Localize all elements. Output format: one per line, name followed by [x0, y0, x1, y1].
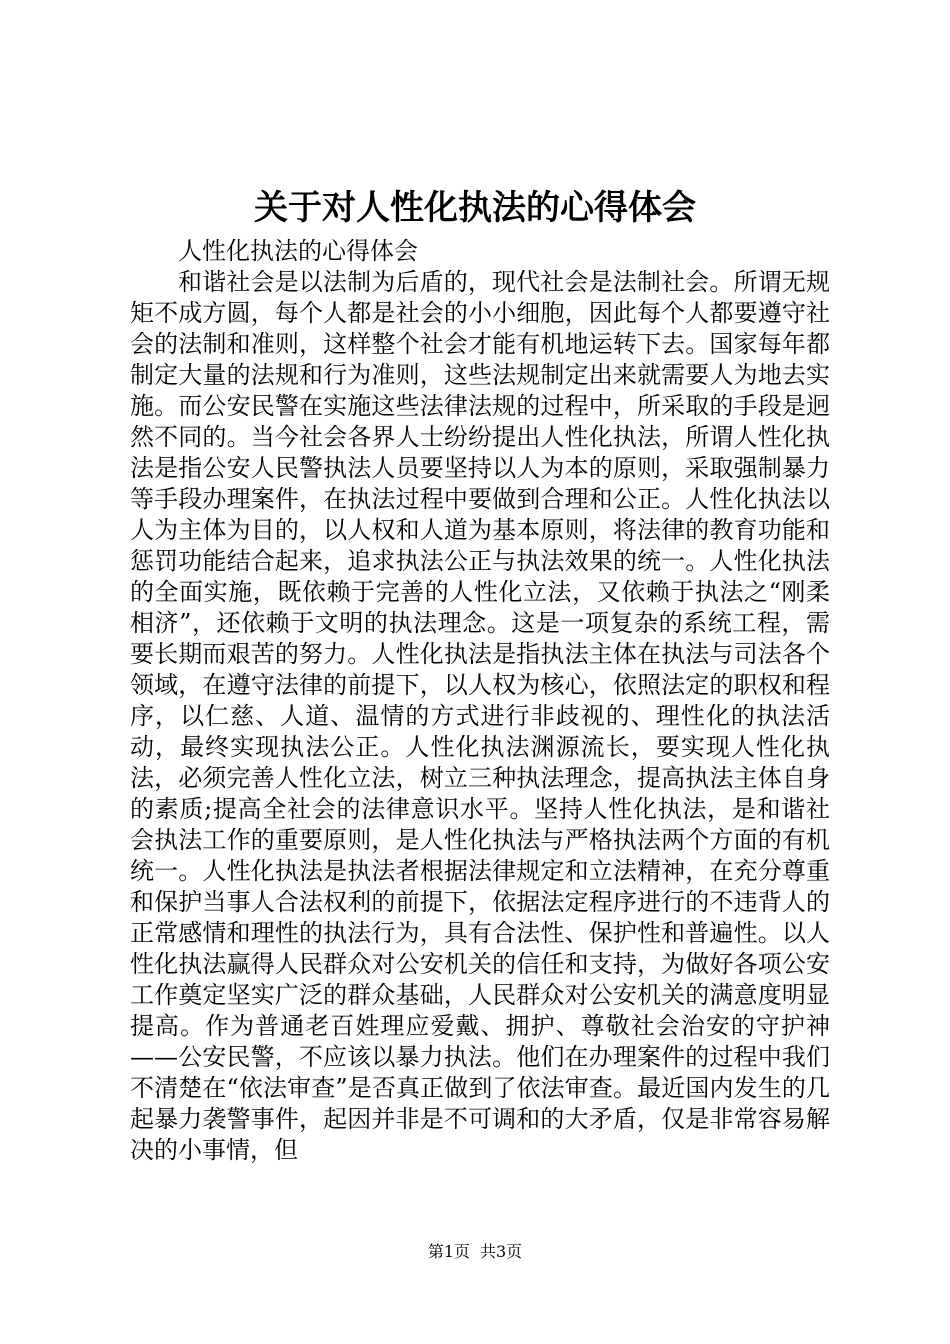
document-body — [130, 236, 830, 1166]
document-title: 关于对人性化执法的心得体会 — [254, 188, 696, 228]
document-paragraph: 和谐社会是以法制为后盾的，现代社会是法制社会。所谓无规矩不成方圆，每个人都是社会的小小细胞，因此每个人都要遵守社会的法制和准则，这样整个社会才能有机地运转下去。国家每年都制定大量的法规和行为准则，这些法规制定出来就需要人为地去实施。而公安民警在实施这些法律法规的过程中，所采取的手段是迥然不同的。当今社会各界人士纷纷提出人性化执法，所谓人性化执法是指公安人民警执法人员要坚持以人为本的原则，采取强制暴力等手段办理案件，在执法过程中要做到合理和公正。人性化执法以人为主体为目的，以人权和人道为基本原则，将法律的教育功能和惩罚功能结合起来，追求执法公正与执法效果的统一。人性化执法的全面实施，既依赖于完善的人性化立法，又依赖于执法之“刚柔相济”，还依赖于文明的执法理念。这是一项复杂的系统工程，需要长期而艰苦的努力。人性化执法是指执法主体在执法与司法各个领域，在遵守法律的前提下，以人权为核心，依照法定的职权和程序，以仁慈、人道、温情的方式进行非歧视的、理性化的执法活动，最终实现执法公正。人性化执法渊源流长，要实现人性化执法，必须完善人性化立法，树立三种执法理念，提高执法主体自身的素质;提高全社会的法律意识水平。坚持人性化执法，是和谐社会执法工作的重要原则，是人性化执法与严格执法两个方面的有机统一。人性化执法是执法者根据法律规定和立法精神，在充分尊重和保护当事人合法权利的前提下，依据法定程序进行的不违背人的正常感情和理性的执法行为，具有合法性、保护性和普遍性。以人性化执法赢得人民群众对公安机关的信任和支持，为做好各项公安工作奠定坚实广泛的群众基础，人民群众对公安机关的满意度明显提高。作为普通老百姓理应爱戴、拥护、尊敬社会治安的守护神——公安民警，不应该以暴力执法。他们在办理案件的过程中我们不清楚在“依法审查”是否真正做到了依法审查。最近国内发生的几起暴力袭警事件，起因并非是不可调和的大矛盾，仅是非常容易解决的小事情，但 — [130, 268, 830, 1164]
page-number-total: 共3页 — [480, 1242, 523, 1261]
page-number-current: 第1页 — [427, 1242, 470, 1261]
page-footer — [0, 1241, 950, 1263]
document-subtitle: 人性化执法的心得体会 — [178, 237, 418, 265]
